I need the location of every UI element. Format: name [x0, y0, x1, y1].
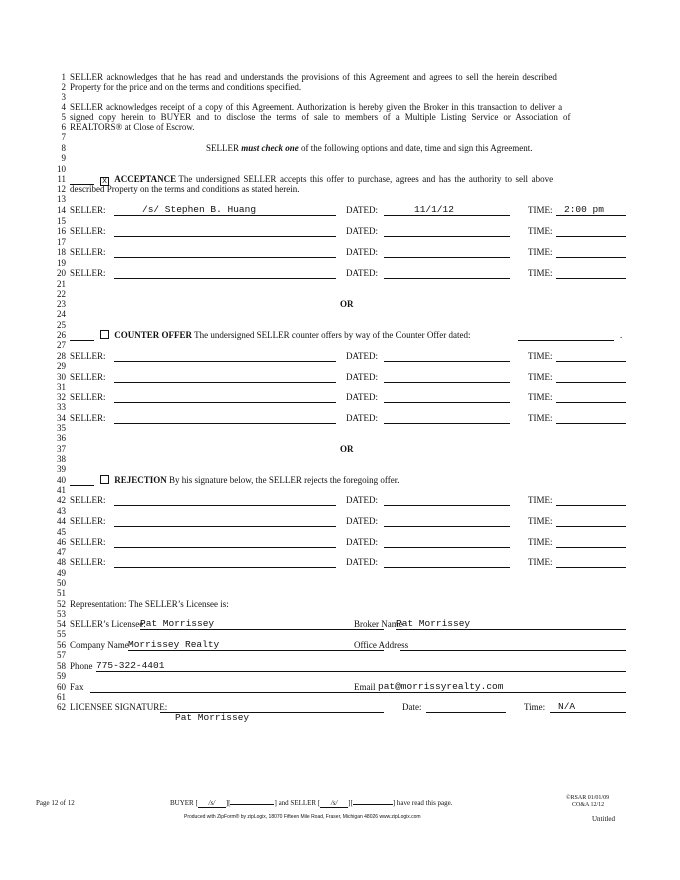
- time-label: TIME:: [528, 516, 553, 526]
- dated-field[interactable]: [384, 537, 510, 548]
- seller-label: SELLER:: [70, 268, 106, 278]
- sellers-licensee-field[interactable]: Pat Morrissey: [140, 619, 384, 630]
- seller-signature-field[interactable]: [114, 268, 336, 279]
- seller-label: SELLER:: [70, 557, 106, 567]
- dated-field[interactable]: [384, 247, 510, 258]
- broker-name-label: Broker Name: [354, 619, 403, 629]
- company-name-label: Company Name: [70, 640, 129, 650]
- seller-initial-1[interactable]: /s/: [320, 799, 348, 808]
- acceptance-option: X ACCEPTANCE The undersigned SELLER accepts this offer to purchase, agrees and has the authority to sell above: [96, 174, 553, 186]
- time-field[interactable]: [556, 413, 626, 424]
- time-label: TIME:: [528, 372, 553, 382]
- time-field[interactable]: [556, 351, 626, 362]
- seller-label: SELLER:: [70, 226, 106, 236]
- dated-label: DATED:: [346, 537, 378, 547]
- company-name-field[interactable]: Morrissey Realty: [128, 640, 384, 651]
- licensee-signature-label: LICENSEE SIGNATURE:: [70, 702, 168, 712]
- time-label: TIME:: [528, 226, 553, 236]
- licensee-time-field[interactable]: N/A: [550, 702, 626, 713]
- counter-offer-initial-line[interactable]: [70, 330, 94, 341]
- dated-label: DATED:: [346, 205, 378, 215]
- dated-field[interactable]: [384, 351, 510, 362]
- buyer-initial-2[interactable]: [230, 804, 274, 805]
- time-label: TIME:: [528, 413, 553, 423]
- email-field[interactable]: pat@morrissyrealty.com: [378, 682, 626, 693]
- dated-field[interactable]: [384, 372, 510, 383]
- dated-field[interactable]: 11/1/12: [384, 205, 510, 216]
- counter-offer-option: COUNTER OFFER The undersigned SELLER counter offers by way of the Counter Offer dated:: [96, 330, 470, 340]
- or-separator-2: OR: [340, 444, 354, 454]
- dated-field[interactable]: [384, 557, 510, 568]
- dated-label: DATED:: [346, 372, 378, 382]
- time-field[interactable]: [556, 372, 626, 383]
- broker-name-field[interactable]: Pat Morrissey: [396, 619, 626, 630]
- dated-label: DATED:: [346, 268, 378, 278]
- fax-label: Fax: [70, 682, 84, 692]
- time-field[interactable]: 2:00 pm: [556, 205, 626, 216]
- seller-signature-field[interactable]: [114, 351, 336, 362]
- fax-field[interactable]: [90, 682, 384, 693]
- time-label: TIME:: [528, 205, 553, 215]
- dated-label: DATED:: [346, 413, 378, 423]
- dated-label: DATED:: [346, 247, 378, 257]
- time-label: TIME:: [528, 537, 553, 547]
- time-field[interactable]: [556, 247, 626, 258]
- counter-offer-checkbox[interactable]: [100, 330, 109, 339]
- licensee-time-label: Time:: [524, 702, 546, 712]
- instruction-text: SELLER must check one of the following options and date, time and sign this Agreement.: [206, 143, 533, 153]
- time-label: TIME:: [528, 495, 553, 505]
- office-address-label: Office Address: [354, 640, 409, 650]
- sellers-licensee-label: SELLER’s Licensee:: [70, 619, 146, 629]
- office-address-field[interactable]: [400, 640, 626, 651]
- seller-label: SELLER:: [70, 413, 106, 423]
- dated-label: DATED:: [346, 392, 378, 402]
- seller-label: SELLER:: [70, 372, 106, 382]
- rejection-initial-line[interactable]: [70, 475, 94, 486]
- rejection-checkbox[interactable]: [100, 475, 109, 484]
- representation-text: Representation: The SELLER’s Licensee is:: [70, 599, 229, 609]
- time-field[interactable]: [556, 226, 626, 237]
- dated-field[interactable]: [384, 516, 510, 527]
- seller-label: SELLER:: [70, 205, 106, 215]
- authorization-text: SELLER acknowledges receipt of a copy of this Agreement. Authorization is hereby given the Broker in this transaction to deliver a: [70, 102, 563, 112]
- seller-signature-field[interactable]: [114, 372, 336, 383]
- time-field[interactable]: [556, 557, 626, 568]
- phone-label: Phone: [70, 661, 93, 671]
- time-field[interactable]: [556, 392, 626, 403]
- seller-signature-field[interactable]: [114, 226, 336, 237]
- seller-label: SELLER:: [70, 516, 106, 526]
- form-code-2: CO&A 12/12: [572, 802, 605, 808]
- licensee-date-label: Date:: [402, 702, 422, 712]
- time-field[interactable]: [556, 537, 626, 548]
- produced-by: Produced with ZipForm® by zipLogix, 18070 Fifteen Mile Road, Fraser, Michigan 48026 www.zipLogix.com: [184, 814, 421, 820]
- time-label: TIME:: [528, 557, 553, 567]
- time-field[interactable]: [556, 516, 626, 527]
- page-number: Page 12 of 12: [36, 799, 75, 807]
- seller-signature-field[interactable]: [114, 557, 336, 568]
- seller-signature-field[interactable]: [114, 516, 336, 527]
- or-separator-1: OR: [340, 299, 354, 309]
- dated-label: DATED:: [346, 351, 378, 361]
- seller-label: SELLER:: [70, 351, 106, 361]
- initials-line: BUYER [ /s/ ][ ] and SELLER [ /s/ ][ ] have read this page.: [170, 799, 453, 807]
- seller-initial-2[interactable]: [353, 804, 393, 805]
- dated-label: DATED:: [346, 495, 378, 505]
- time-label: TIME:: [528, 247, 553, 257]
- time-field[interactable]: [556, 268, 626, 279]
- time-label: TIME:: [528, 268, 553, 278]
- time-label: TIME:: [528, 392, 553, 402]
- seller-signature-field[interactable]: [114, 537, 336, 548]
- seller-label: SELLER:: [70, 537, 106, 547]
- rejection-option: REJECTION By his signature below, the SELLER rejects the foregoing offer.: [96, 475, 399, 485]
- phone-field[interactable]: 775-322-4401: [96, 661, 384, 672]
- seller-signature-field[interactable]: [114, 495, 336, 506]
- licensee-date-field[interactable]: [426, 702, 506, 713]
- acceptance-checkbox[interactable]: X: [100, 177, 109, 186]
- form-code-1: ©RSAR 01/01/09: [566, 795, 610, 801]
- untitled-label: Untitled: [592, 815, 615, 823]
- seller-signature-field[interactable]: [114, 247, 336, 258]
- buyer-initial-1[interactable]: /s/: [198, 799, 226, 808]
- counter-offer-date-line[interactable]: [518, 330, 614, 341]
- acknowledgement-text: SELLER acknowledges that he has read and understands the provisions of this Agreement and agrees to sell the herein described: [70, 72, 557, 82]
- dated-field[interactable]: [384, 226, 510, 237]
- seller-label: SELLER:: [70, 247, 106, 257]
- dated-field[interactable]: [384, 413, 510, 424]
- seller-label: SELLER:: [70, 392, 106, 402]
- time-field[interactable]: [556, 495, 626, 506]
- address-continued-field[interactable]: [354, 661, 626, 672]
- dated-label: DATED:: [346, 557, 378, 567]
- email-label: Email: [354, 682, 376, 692]
- seller-signature-field[interactable]: [114, 413, 336, 424]
- dated-field[interactable]: [384, 495, 510, 506]
- licensee-printed-name: Pat Morrissey: [175, 712, 250, 723]
- seller-label: SELLER:: [70, 495, 106, 505]
- seller-signature-field[interactable]: /s/ Stephen B. Huang: [114, 205, 336, 216]
- dated-label: DATED:: [346, 226, 378, 236]
- dated-label: DATED:: [346, 516, 378, 526]
- time-label: TIME:: [528, 351, 553, 361]
- seller-signature-field[interactable]: [114, 392, 336, 403]
- dated-field[interactable]: [384, 392, 510, 403]
- dated-field[interactable]: [384, 268, 510, 279]
